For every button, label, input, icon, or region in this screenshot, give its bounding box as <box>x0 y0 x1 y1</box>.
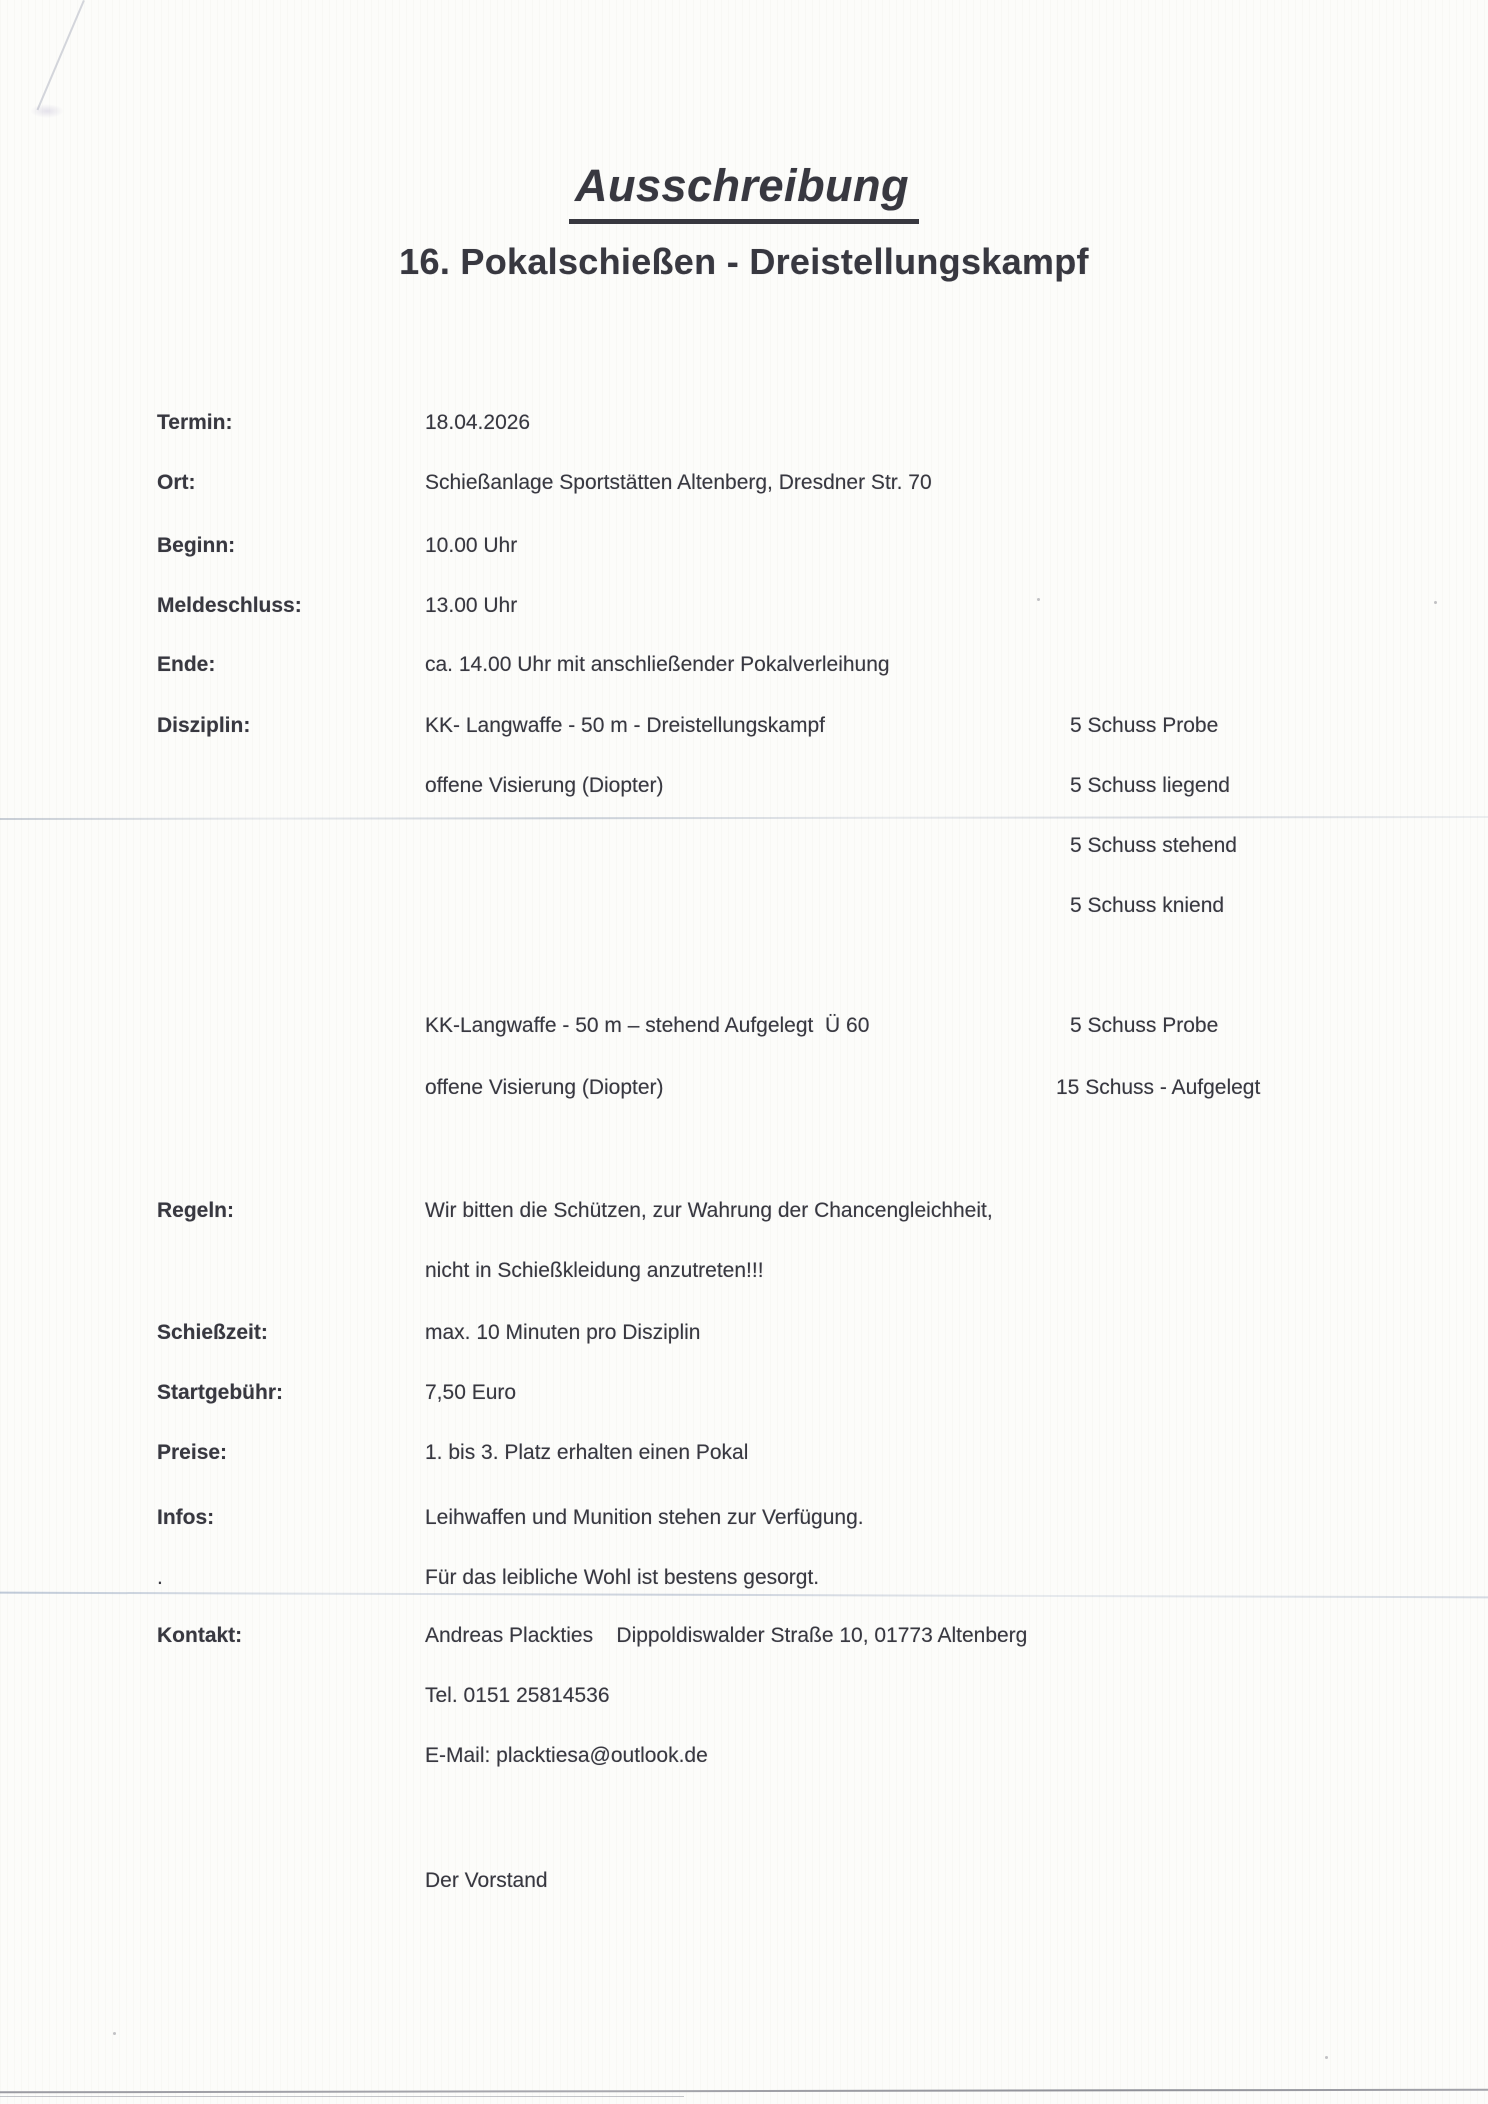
doc-row-kontakt <box>0 1623 1488 1651</box>
field-label: Startgebühr: <box>157 1381 283 1404</box>
doc-row-regeln-2 <box>0 1258 1488 1286</box>
field-value: Für das leibliche Wohl ist bestens gesorgt. <box>425 1566 820 1589</box>
doc-row-disziplin-2 <box>0 773 1488 801</box>
field-value: 1. bis 3. Platz erhalten einen Pokal <box>425 1441 749 1464</box>
field-label: Beginn: <box>157 534 236 557</box>
document-subtitle <box>0 241 1488 283</box>
scan-fold-line-1 <box>0 816 1488 820</box>
field-label: Regeln: <box>157 1199 235 1222</box>
doc-row-email <box>0 1743 1488 1771</box>
field-value: KK- Langwaffe - 50 m - Dreistellungskampf <box>425 714 825 737</box>
field-value: Schießanlage Sportstätten Altenberg, Dresdner Str. 70 <box>425 471 932 494</box>
stray-period: . <box>157 1566 163 1589</box>
field-label: Kontakt: <box>157 1624 243 1647</box>
shot-count: 5 Schuss liegend <box>1070 774 1230 797</box>
shot-count: 5 Schuss kniend <box>1070 894 1225 917</box>
scan-page-bottom-edge-shadow <box>0 2096 684 2097</box>
doc-row-ende <box>0 652 1488 680</box>
doc-row-infos-1 <box>0 1505 1488 1533</box>
doc-row-ort <box>0 470 1488 498</box>
field-value: ca. 14.00 Uhr mit anschließender Pokalverleihung <box>425 653 890 676</box>
field-label: Disziplin: <box>157 714 251 737</box>
contact-phone: Tel. 0151 25814536 <box>425 1684 610 1707</box>
doc-row-disziplin-3 <box>0 833 1488 861</box>
field-value: offene Visierung (Diopter) <box>425 774 664 797</box>
scan-speck <box>1325 2056 1328 2059</box>
field-value: max. 10 Minuten pro Disziplin <box>425 1321 701 1344</box>
shot-count: 5 Schuss Probe <box>1070 714 1219 737</box>
doc-row-beginn <box>0 533 1488 561</box>
field-value: nicht in Schießkleidung anzutreten!!! <box>425 1259 764 1282</box>
signature-text: Der Vorstand <box>425 1869 548 1892</box>
field-value: Leihwaffen und Munition stehen zur Verfügung. <box>425 1506 864 1529</box>
field-value: 10.00 Uhr <box>425 534 518 557</box>
doc-row-schiesszeit <box>0 1320 1488 1348</box>
field-label: Ort: <box>157 471 196 494</box>
doc-row-regeln-1 <box>0 1198 1488 1226</box>
doc-row-termin <box>0 410 1488 438</box>
scan-smudge <box>30 104 64 118</box>
field-value: 13.00 Uhr <box>425 594 518 617</box>
doc-row-infos-2 <box>0 1565 1488 1593</box>
scan-speck <box>1037 598 1040 601</box>
doc-row-disziplin-1 <box>0 713 1488 741</box>
title-text: Ausschreibung <box>569 160 919 224</box>
field-value: 18.04.2026 <box>425 411 531 434</box>
scan-speck <box>1434 601 1437 604</box>
doc-row-telefon <box>0 1683 1488 1711</box>
doc-row-meldeschluss <box>0 593 1488 621</box>
shot-count: 5 Schuss Probe <box>1070 1014 1219 1037</box>
document-title <box>0 160 1488 224</box>
field-label: Termin: <box>157 411 233 434</box>
scan-speck <box>113 2032 116 2035</box>
shot-count: 5 Schuss stehend <box>1070 834 1237 857</box>
field-label: Schießzeit: <box>157 1321 268 1344</box>
field-value: offene Visierung (Diopter) <box>425 1076 664 1099</box>
field-value: KK-Langwaffe - 50 m – stehend Aufgelegt Ü 60 <box>425 1014 870 1037</box>
field-value: Wir bitten die Schützen, zur Wahrung der Chancengleichheit, <box>425 1199 993 1222</box>
contact-name-address: Andreas Plackties Dippoldiswalder Straße 10, 01773 Altenberg <box>425 1624 1028 1647</box>
contact-email: E-Mail: placktiesa@outlook.de <box>425 1744 708 1767</box>
field-label: Preise: <box>157 1441 228 1464</box>
shot-count: 15 Schuss - Aufgelegt <box>1056 1076 1261 1099</box>
field-value: 7,50 Euro <box>425 1381 517 1404</box>
doc-row-disziplin2-2 <box>0 1075 1488 1103</box>
doc-row-disziplin-4 <box>0 893 1488 921</box>
doc-row-startgebuehr <box>0 1380 1488 1408</box>
scan-corner-crease <box>37 0 85 110</box>
doc-row-signature <box>0 1868 1488 1896</box>
subtitle-text: 16. Pokalschießen - Dreistellungskampf <box>399 241 1089 282</box>
scan-page-bottom-edge <box>0 2089 1488 2094</box>
field-label: Infos: <box>157 1506 215 1529</box>
doc-row-disziplin2-1 <box>0 1013 1488 1041</box>
field-label: Ende: <box>157 653 216 676</box>
doc-row-preise <box>0 1440 1488 1468</box>
field-label: Meldeschluss: <box>157 594 302 617</box>
